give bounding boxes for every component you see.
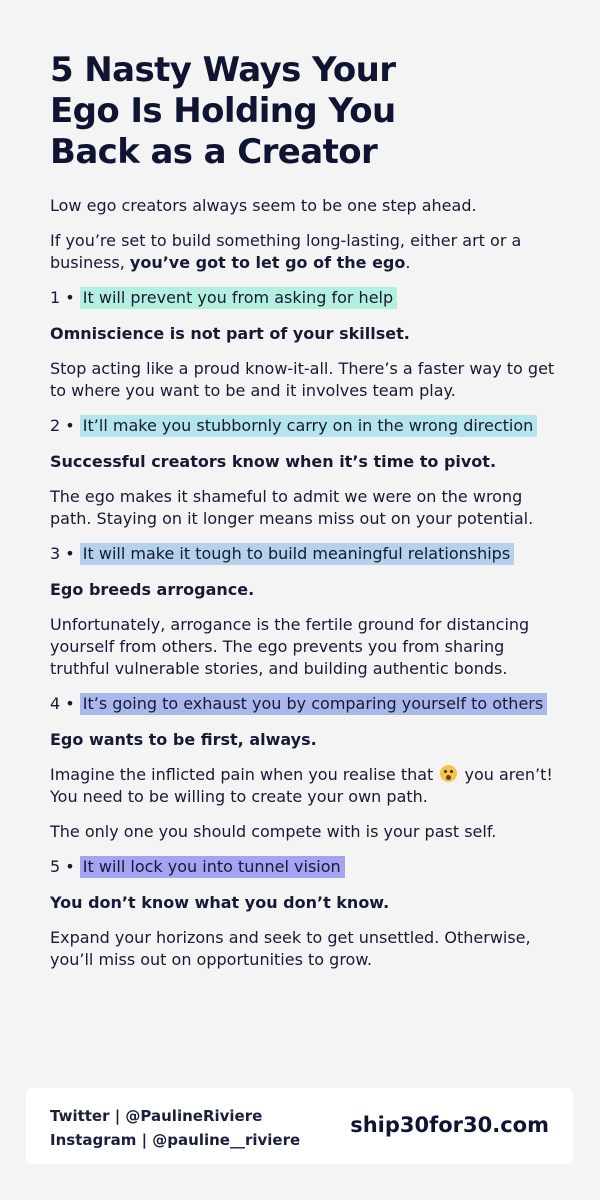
item-number: 5 • <box>50 857 75 876</box>
highlighted-heading: It’ll make you stubbornly carry on in the wrong direction <box>80 415 538 437</box>
screaming-face-emoji-icon <box>440 765 457 782</box>
title-line: 5 Nasty Ways Your <box>50 50 396 90</box>
list-item-heading <box>50 287 560 309</box>
intro-text-2 <box>50 230 560 274</box>
article <box>50 50 560 984</box>
item-text: Unfortunately, arrogance is the fertile ground for distancing yourself from others. The ego prevents you from sharing truthful vulnerable stories, and building authentic bonds. <box>50 615 530 678</box>
text-after-emoji: you aren’t! You need to be willing to create your own path. <box>50 765 553 806</box>
intro2-after: . <box>405 253 411 272</box>
intro2-before: If you’re set to build something long-lasting, either art or a business, <box>50 231 522 272</box>
item-text: Expand your horizons and seek to get unsettled. Otherwise, you’ll miss out on opportunities to grow. <box>50 928 531 969</box>
item-number: 2 • <box>50 416 75 435</box>
title-line: Ego Is Holding You <box>50 91 396 131</box>
item-text <box>50 764 560 808</box>
page-title <box>50 50 560 173</box>
highlighted-heading: It will prevent you from asking for help <box>80 287 397 309</box>
item-subheading: Ego breeds arrogance. <box>50 580 255 599</box>
twitter-handle[interactable]: Twitter | @PaulineRiviere <box>50 1107 263 1125</box>
item-subheading: Ego wants to be first, always. <box>50 730 317 749</box>
text-before-emoji: Imagine the inflicted pain when you realise that <box>50 765 434 784</box>
highlighted-heading: It will lock you into tunnel vision <box>80 856 345 878</box>
item-number: 3 • <box>50 544 75 563</box>
list-item-heading <box>50 693 560 715</box>
title-line: Back as a Creator <box>50 132 378 172</box>
item-text: The ego makes it shameful to admit we were on the wrong path. Staying on it longer means miss out on your potential. <box>50 487 534 528</box>
intro-text: Low ego creators always seem to be one step ahead. <box>50 196 477 215</box>
item-subheading: You don’t know what you don’t know. <box>50 893 390 912</box>
item-text: Stop acting like a proud know-it-all. There’s a faster way to get to where you want to be and it involves team play. <box>50 359 555 400</box>
highlighted-heading: It’s going to exhaust you by comparing yourself to others <box>80 693 547 715</box>
item-subheading: Omniscience is not part of your skillset. <box>50 324 410 343</box>
instagram-handle[interactable]: Instagram | @pauline__riviere <box>50 1131 301 1149</box>
social-handles <box>50 1104 300 1152</box>
list-item-heading <box>50 856 560 878</box>
intro2-bold: you’ve got to let go of the ego <box>129 253 406 272</box>
item-number: 1 • <box>50 288 75 307</box>
website-link[interactable]: ship30for30.com <box>350 1113 549 1137</box>
highlighted-heading: It will make it tough to build meaningful relationships <box>80 543 514 565</box>
list-item-heading <box>50 415 560 437</box>
footer-card <box>26 1088 573 1164</box>
item-subheading: Successful creators know when it’s time to pivot. <box>50 452 497 471</box>
item-text-2: The only one you should compete with is your past self. <box>50 822 497 841</box>
item-number: 4 • <box>50 694 75 713</box>
article-body <box>50 195 560 971</box>
list-item-heading <box>50 543 560 565</box>
